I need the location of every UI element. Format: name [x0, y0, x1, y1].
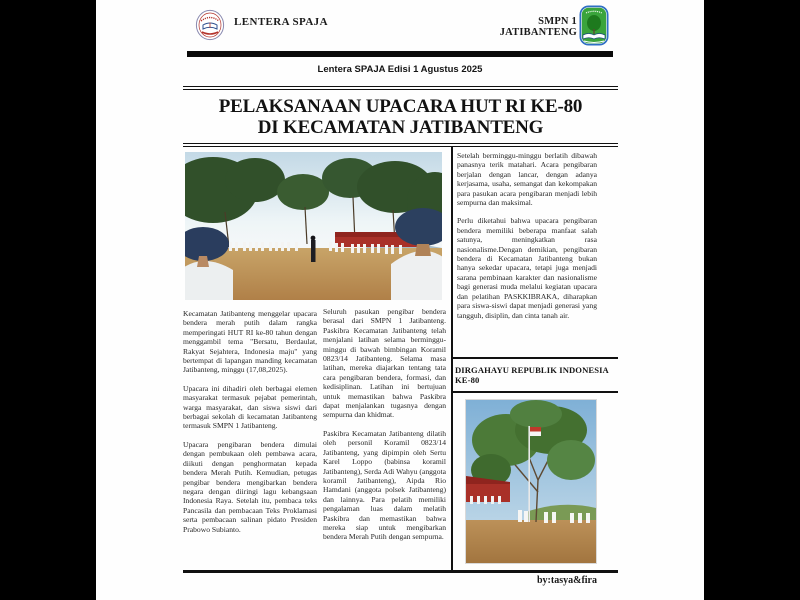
paragraph: Upacara ini dihadiri oleh berbagai elemen masyarakat termasuk pejabat pemerintah, warga masyarakat, dan siswa siswi dari berbagai sekolah di kecamatan Jatibanteng termasuk SMPN 1 Jatibanteng.: [183, 383, 317, 431]
dirgahayu-banner: [453, 357, 618, 393]
paragraph: Paskibra Kecamatan Jatibanteng dilatih oleh personil Koramil 0823/14 Jatibanteng, yang dipimpin oleh Sertu Karel Loppo (babinsa koramil Jatibanteng), Serda Adi Wahyu (anggota koramil Jatibanteng), Aipda Rio Hamdani (anggota polsek Jatibanteng) dan lainnya. Para pelatih memiliki pengalaman luas dalam melatih Paskibra dan memastikan bahwa mereka siap untuk mengibarkan bendera Merah Putih dengan sempurna.: [323, 428, 446, 542]
edition-line: Lentera SPAJA Edisi 1 Agustus 2025: [317, 64, 483, 75]
paragraph: Kecamatan Jatibanteng menggelar upacara bendera merah putih dalam rangka memperingati HUT RI ke-80 tahun dengan menggambil tema "Bersatu, Berdaulat, Rakyat Sejahtera, Indonesia maju" yang bertempat di lapangan manding kecamatan Jatibanteng, minggu (17,08,2025).: [183, 309, 317, 375]
paragraph: Upacara pengibaran bendera dimulai dengan pembukaan oleh pembawa acara, diikuti dengan penghormatan kepada bendera Merah Putih. Kemudian, petugas pengibar bendera mengibarkan bendera negara dengan diiringi lagu kebangsaan Indonesia Raya. Setelah itu, pembaca teks Pancasila dan pembacaan Teks Proklamasi serta pembacaan salinan pidato Presiden Prabowo Subianto.: [183, 439, 317, 534]
header-divider-bar: [187, 51, 613, 57]
lentera-spaja-crest-icon: [195, 9, 225, 41]
dirgahayu-banner-text: DIRGAHAYU REPUBLIK INDONESIA KE-80: [455, 365, 609, 385]
article-column-middle: [323, 307, 446, 551]
ceremony-field-photo: [185, 152, 442, 300]
newsletter-title: LENTERA SPAJA: [234, 16, 328, 28]
article-column-left: [183, 309, 317, 543]
footer-rule: [183, 570, 618, 573]
article-column-right: [457, 151, 597, 329]
paragraph: Setelah berminggu-minggu berlatih dibawah panasnya terik matahari. Acara pengibaran berjalan dengan lancar, dengan adanya kerjasama, usaha, semangat dan kekompakan para pasukan acara pengibaran menjadi lebih sempurna dan maksimal.: [457, 151, 597, 208]
byline: by:tasya&fira: [537, 575, 597, 586]
newsletter-page: [96, 0, 704, 600]
headline-line1: PELAKSANAAN UPACARA HUT RI KE-80: [218, 95, 583, 117]
school-name: SMPN 1 JATIBANTENG: [499, 16, 577, 38]
paragraph: Perlu diketahui bahwa upacara pengibaran bendera memiliki beberapa manfaat salah satunya, meningkatkan rasa nasionalisme.Dengan demikian, pengibaran bendera di Kecamatan Jatibanteng bukan hanya sekedar upacara, tetapi juga menjadi sarana pembinaan karakter dan nasionalisme bagi generasi muda melalui kegiatan upacara dan pelatihan PASKKIBRAKA, diharapkan para siswa-siswi dapat menjadi generasi yang tangguh, disiplin, dan cinta tanah air.: [457, 216, 597, 320]
flag-ceremony-photo: [465, 399, 597, 564]
paragraph: Seluruh pasukan pengibar bendera berasal dari SMPN 1 Jatibanteng. Paskibra Kecamatan Jatibanteng telah menjalani latihan selama berminggu-minggu di bawah bimbingan Koramil 0823/14 Jatibanteng. Selama masa latihan, mereka diajarkan tentang tata cara pengibaran bendera, formasi, dan kedisiplinan. Latihan ini bertujuan untuk memastikan bahwa Paskibra dapat menjalankan tugasnya dengan sempurna dan khidmat.: [323, 307, 446, 420]
smpn-jatibanteng-logo-icon: [579, 5, 609, 46]
headline-line2: DI KECAMATAN JATIBANTENG: [257, 116, 544, 138]
headline: [183, 86, 618, 147]
